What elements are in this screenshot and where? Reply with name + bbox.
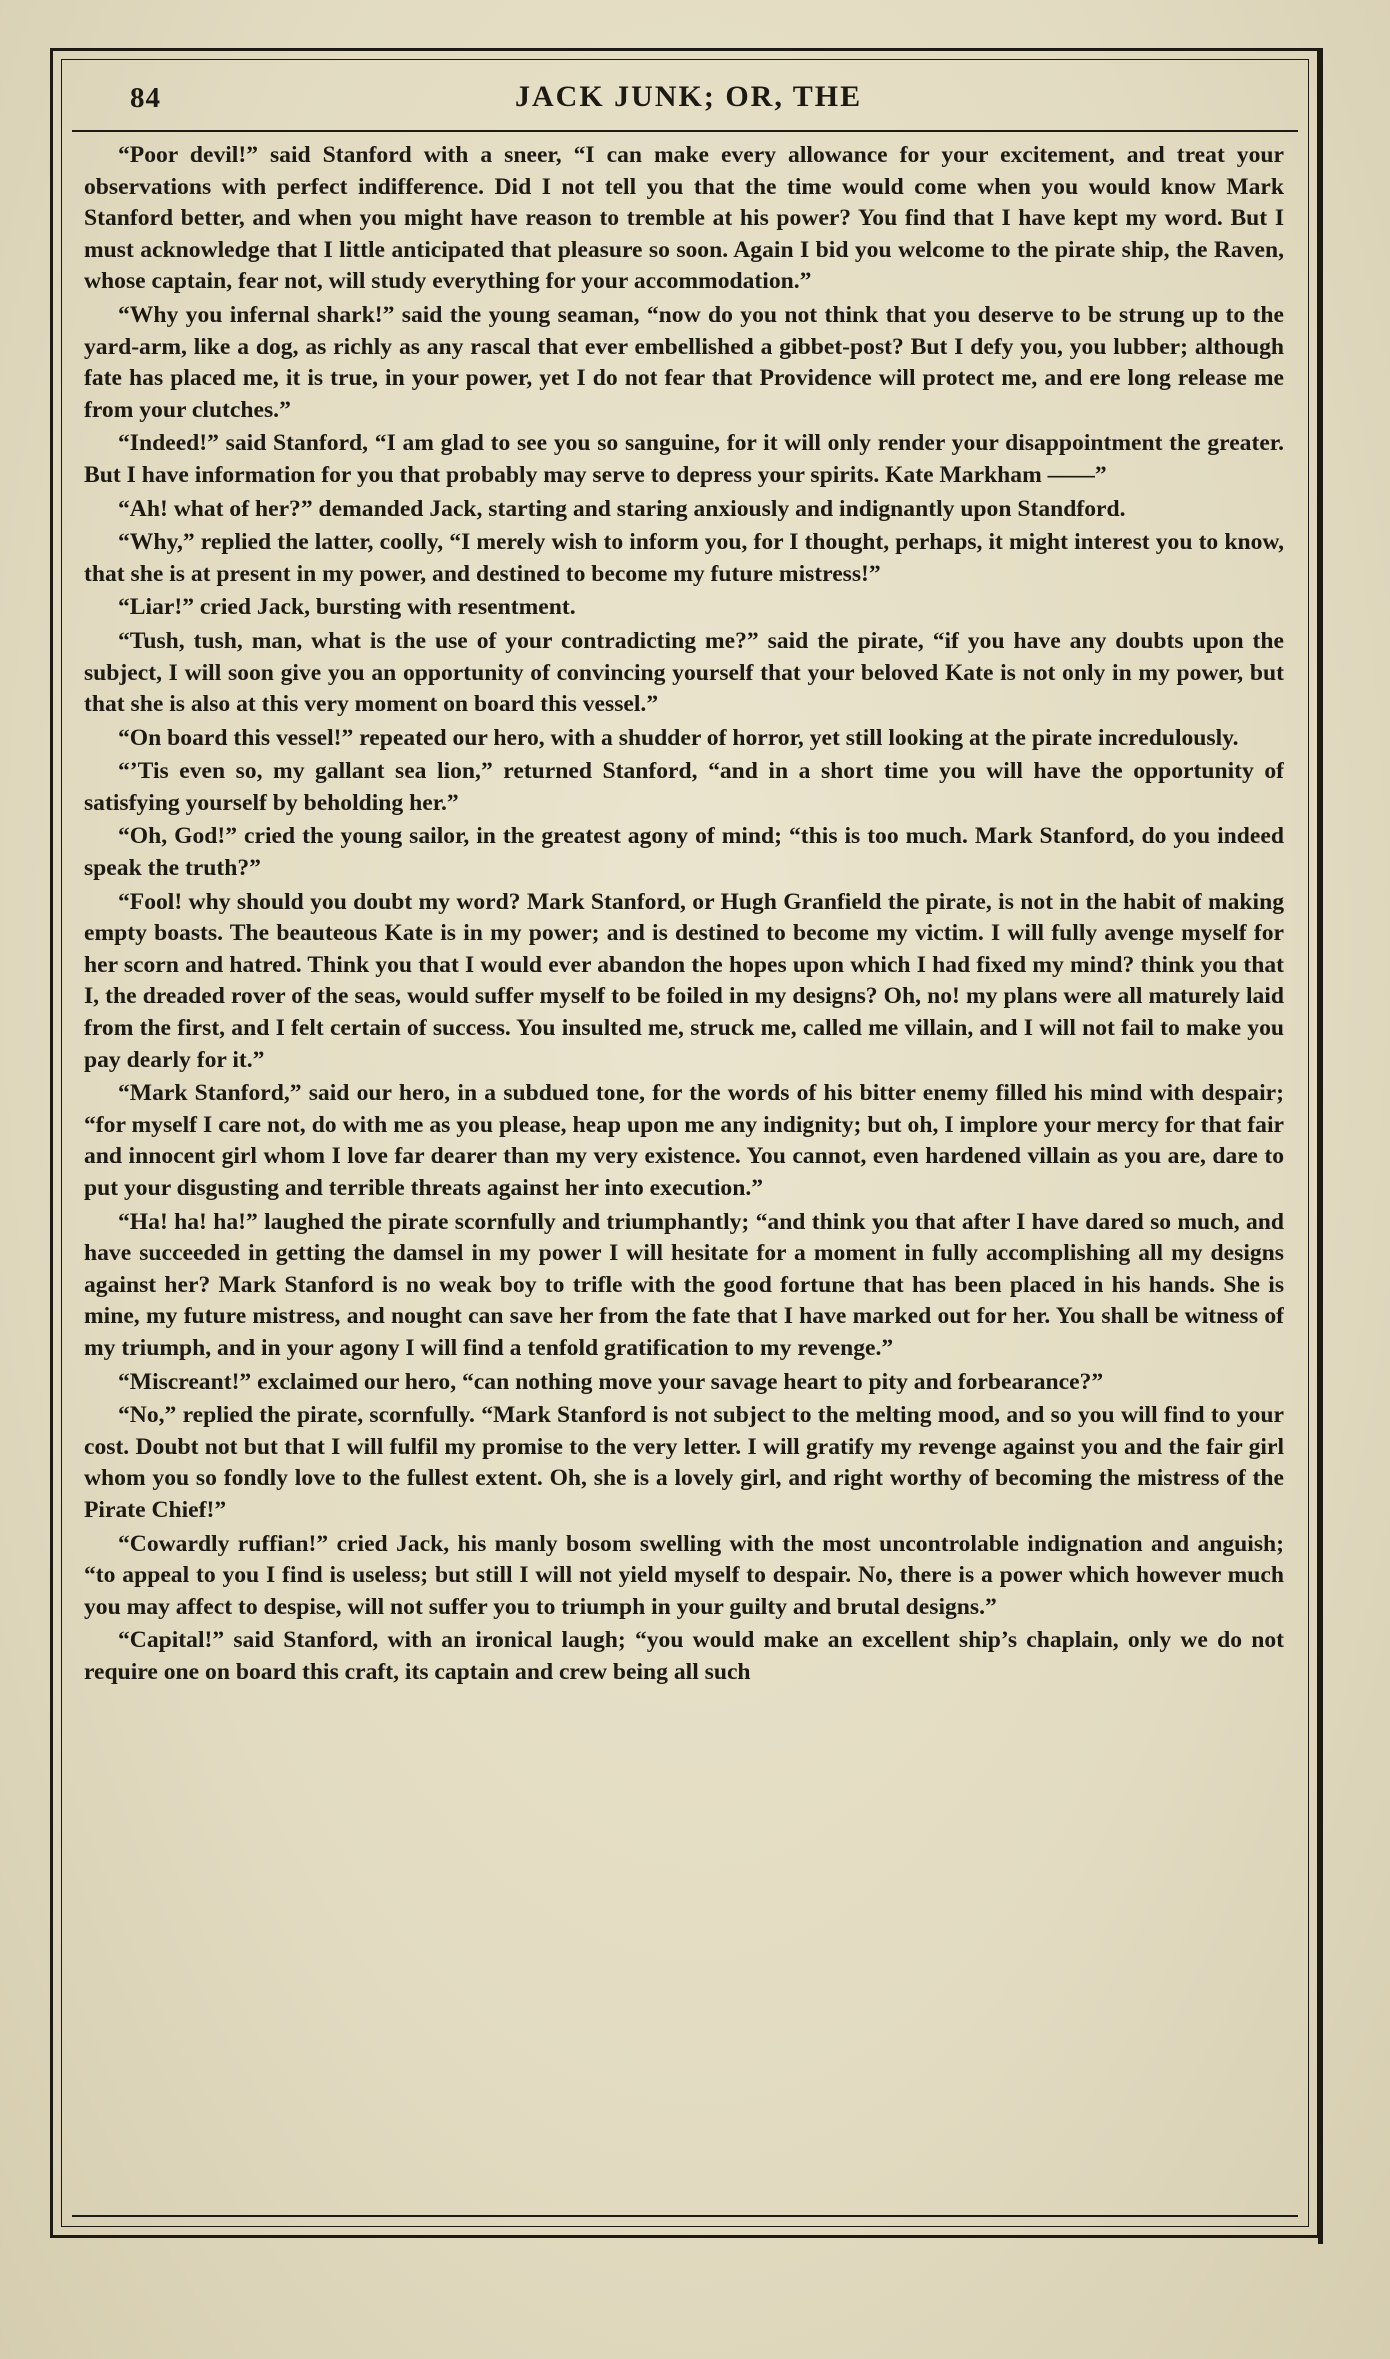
running-title: JACK JUNK; OR, THE <box>515 80 863 113</box>
paragraph: “Poor devil!” said Stanford with a sneer, “I can make every allowance for your excitement, and treat your observations with perfect indifference. Did I not tell you that the time would come when you would know Mark Stanford better, and when you might have reason to tremble at his power? You find that I have kept my word. But I must acknowledge that I little anticipated that pleasure so soon. Again I bid you welcome to the pirate ship, the Raven, whose captain, fear not, will study everything for your accommodation.” <box>84 142 1284 295</box>
paragraph: “Why,” replied the latter, coolly, “I merely wish to inform you, for I thought, perhaps, it might interest you to know, that she is at present in my power, and destined to become my future mistress!” <box>84 529 1284 587</box>
paragraph: “Mark Stanford,” said our hero, in a subdued tone, for the words of his bitter enemy filled his mind with despair; “for myself I care not, do with me as you please, heap upon me any indignity; but oh, I implore your mercy for that fair and innocent girl whom I love far dearer than my very existence. You cannot, even hardened villain as you are, dare to put your disgusting and terrible threats against her into execution.” <box>84 1080 1284 1201</box>
page-header <box>70 74 1300 126</box>
paragraph: “’Tis even so, my gallant sea lion,” returned Stanford, “and in a short time you will have the opportunity of satisfying yourself by beholding her.” <box>84 758 1284 816</box>
paragraph: “Ah! what of her?” demanded Jack, starting and staring anxiously and indignantly upon Standford. <box>118 495 1126 522</box>
paragraph: “Ha! ha! ha!” laughed the pirate scornfully and triumphantly; “and think you that after I have dared so much, and have succeeded in getting the damsel in my power I will hesitate for a moment in fully accomplishing all my designs against her? Mark Stanford is no weak boy to trifle with the good fortune that has been placed in his hands. She is mine, my future mistress, and nought can save her from the fate that I have marked out for her. You shall be witness of my triumph, and in your agony I will find a tenfold gratification to my revenge.” <box>84 1208 1284 1361</box>
paragraph: “No,” replied the pirate, scornfully. “Mark Stanford is not subject to the melting mood, and so you will find to your cost. Doubt not but that I will fulfil my promise to the very letter. I will gratify my revenge against you and the fair girl whom you so fondly love to the fullest extent. Oh, she is a lovely girl, and right worthy of becoming the mistress of the Pirate Chief!” <box>84 1402 1284 1523</box>
body-text <box>84 140 1284 2212</box>
paragraph: “Capital!” said Stanford, with an ironical laugh; “you would make an excellent ship’s chaplain, only we do not require one on board this craft, its captain and crew being all such <box>84 1627 1284 1685</box>
paragraph: “Oh, God!” cried the young sailor, in the greatest agony of mind; “this is too much. Mark Stanford, do you indeed speak the truth?” <box>84 823 1284 882</box>
paragraph: “Cowardly ruffian!” cried Jack, his manly bosom swelling with the most uncontrolable indignation and anguish; “to appeal to you I find is useless; but still I will not yield myself to despair. No, there is a power which however much you may affect to despise, will not suffer you to triumph in your guilty and brutal designs.” <box>84 1530 1284 1620</box>
header-rule <box>72 130 1298 132</box>
paragraph: “On board this vessel!” repeated our hero, with a shudder of horror, yet still looking at the pirate incredulously. <box>118 724 1239 751</box>
page-border-shadow <box>1318 48 1323 2244</box>
paragraph: “Fool! why should you doubt my word? Mark Stanford, or Hugh Granfield the pirate, is not in the habit of making empty boasts. The beauteous Kate is in my power; and is destined to become my victim. I will fully avenge myself for her scorn and hatred. Think you that I would ever abandon the hopes upon which I had fixed my mind? think you that I, the dreaded rover of the seas, would suffer myself to be foiled in my designs? Oh, no! my plans were all maturely laid from the first, and I felt certain of success. You insulted me, struck me, called me villain, and I will not fail to make you pay dearly for it.” <box>84 888 1284 1073</box>
page-number: 84 <box>130 82 161 114</box>
paragraph: “Liar!” cried Jack, bursting with resentment. <box>118 594 576 621</box>
paragraph: “Miscreant!” exclaimed our hero, “can nothing move your savage heart to pity and forbearance?” <box>118 1368 1104 1395</box>
paragraph: “Indeed!” said Stanford, “I am glad to see you so sanguine, for it will only render your disappointment the greater. But I have information for you that probably may serve to depress your spirits. Kate Markham ——” <box>84 430 1284 488</box>
footer-rule <box>72 2215 1298 2217</box>
paragraph: “Tush, tush, man, what is the use of your contradicting me?” said the pirate, “if you have any doubts upon the subject, I will soon give you an opportunity of convincing yourself that your beloved Kate is not only in my power, but that she is also at this very moment on board this vessel.” <box>84 627 1284 718</box>
paragraph: “Why you infernal shark!” said the young seaman, “now do you not think that you deserve to be strung up to the yard-arm, like a dog, as richly as any rascal that ever embellished a gibbet-post? But I defy you, you lubber; although fate has placed me, it is true, in your power, yet I do not fear that Providence will protect me, and ere long release me from your clutches.” <box>84 301 1284 423</box>
